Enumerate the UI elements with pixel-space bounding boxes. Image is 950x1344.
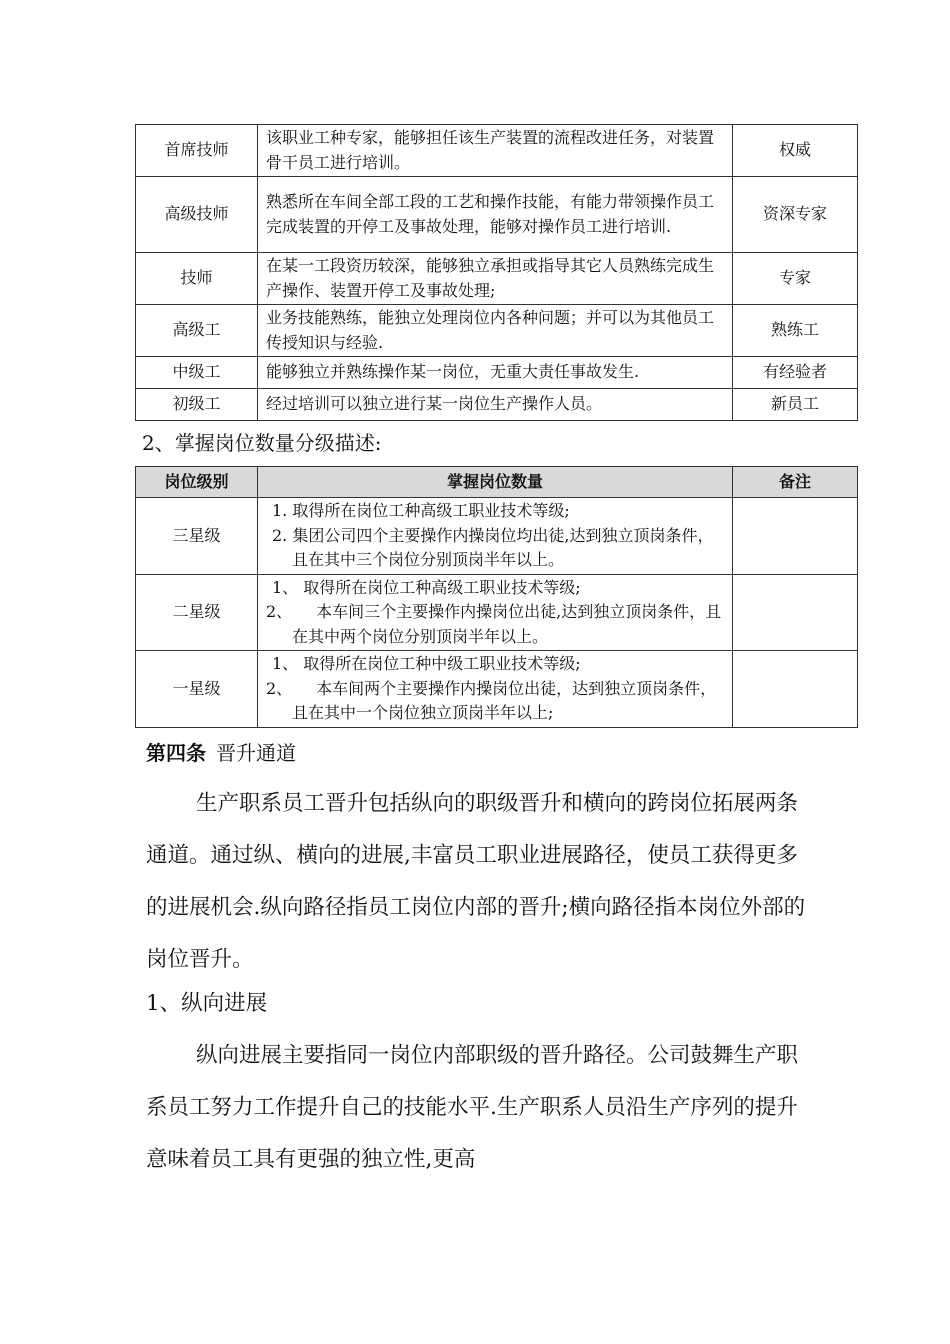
requirement-item: 2、 本车间三个主要操作内操岗位出徒,达到独立顶岗条件，且在其中两个岗位分别顶岗半年以上。: [266, 602, 722, 646]
article-label: 第四条: [146, 741, 206, 765]
note-cell: [733, 574, 858, 651]
article-title: 晋升通道: [216, 741, 296, 765]
subheading: [146, 978, 814, 1030]
requirement-item: 1. 取得所在岗位工种高级工职业技术等级;: [272, 501, 570, 520]
requirement-item: 2、 本车间两个主要操作内操岗位出徒，达到独立顶岗条件，且在其中一个岗位独立顶岗半年以上;: [266, 678, 717, 722]
level-cell: 二星级: [136, 574, 258, 651]
table-row: [136, 357, 858, 389]
level-cell: 三星级: [136, 498, 258, 575]
level-cell: 技师: [136, 253, 258, 305]
table-row: [136, 498, 858, 575]
title-cell: 有经验者: [733, 357, 858, 389]
level-cell: 高级技师: [136, 177, 258, 253]
table-row: [136, 125, 858, 177]
title-cell: 专家: [733, 253, 858, 305]
paragraph-text: 生产职系员工晋升包括纵向的职级晋升和横向的跨岗位拓展两条通道。通过纵、横向的进展,丰富员工职业进展路径，使员工获得更多的进展机会.纵向路径指员工岗位内部的晋升;横向路径指本岗位外部的岗位晋升。: [146, 791, 806, 972]
title-cell: 资深专家: [733, 177, 858, 253]
paragraph-text: 纵向进展主要指同一岗位内部职级的晋升路径。公司鼓舞生产职系员工努力工作提升自己的技能水平.生产职系人员沿生产序列的提升意味着员工具有更强的独立性,更高: [146, 1043, 799, 1172]
table-row: [136, 574, 858, 651]
level-cell: 高级工: [136, 305, 258, 357]
title-cell: 新员工: [733, 389, 858, 421]
table-row: [136, 177, 858, 253]
post-count-table: [135, 466, 858, 728]
requirement-item: 1、 取得所在岗位工种中级工职业技术等级;: [272, 654, 581, 673]
requirements-cell: [258, 651, 733, 728]
description-cell: 在某一工段资历较深，能够独立承担或指导其它人员熟练完成生产操作、装置开停工及事故处理;: [258, 253, 733, 305]
note-cell: [733, 651, 858, 728]
column-header: 岗位级别: [136, 467, 258, 498]
table-header-row: [136, 467, 858, 498]
column-header: 掌握岗位数量: [258, 467, 733, 498]
description-cell: 业务技能熟练，能独立处理岗位内各种问题；并可以为其他员工传授知识与经验.: [258, 305, 733, 357]
level-cell: 中级工: [136, 357, 258, 389]
article-heading: [146, 738, 296, 768]
body-paragraph: [146, 1030, 814, 1186]
requirement-item: 1、 取得所在岗位工种高级工职业技术等级;: [272, 577, 581, 597]
skill-level-table: [135, 124, 858, 421]
table-row: [136, 305, 858, 357]
level-cell: 初级工: [136, 389, 258, 421]
description-cell: 经过培训可以独立进行某一岗位生产操作人员。: [258, 389, 733, 421]
description-cell: 熟悉所在车间全部工段的工艺和操作技能，有能力带领操作员工完成装置的开停工及事故处理，能够对操作员工进行培训.: [258, 177, 733, 253]
title-cell: 权威: [733, 125, 858, 177]
table-row: [136, 253, 858, 305]
note-cell: [733, 498, 858, 575]
body-paragraph: [146, 778, 814, 986]
requirement-item: 2. 集团公司四个主要操作内操岗位均出徒,达到独立顶岗条件，且在其中三个岗位分别顶岗半年以上。: [272, 525, 714, 569]
table-row: [136, 651, 858, 728]
description-cell: 能够独立并熟练操作某一岗位，无重大责任事故发生.: [258, 357, 733, 389]
subheading-text: 1、纵向进展: [146, 991, 268, 1016]
table-row: [136, 389, 858, 421]
title-cell: 熟练工: [733, 305, 858, 357]
column-header: 备注: [733, 467, 858, 498]
level-cell: 首席技师: [136, 125, 258, 177]
level-cell: 一星级: [136, 651, 258, 728]
requirements-cell: [258, 574, 733, 651]
description-cell: 该职业工种专家，能够担任该生产装置的流程改进任务，对装置骨干员工进行培训。: [258, 125, 733, 177]
requirements-cell: [258, 498, 733, 575]
section-heading: 2、掌握岗位数量分级描述:: [142, 431, 382, 455]
